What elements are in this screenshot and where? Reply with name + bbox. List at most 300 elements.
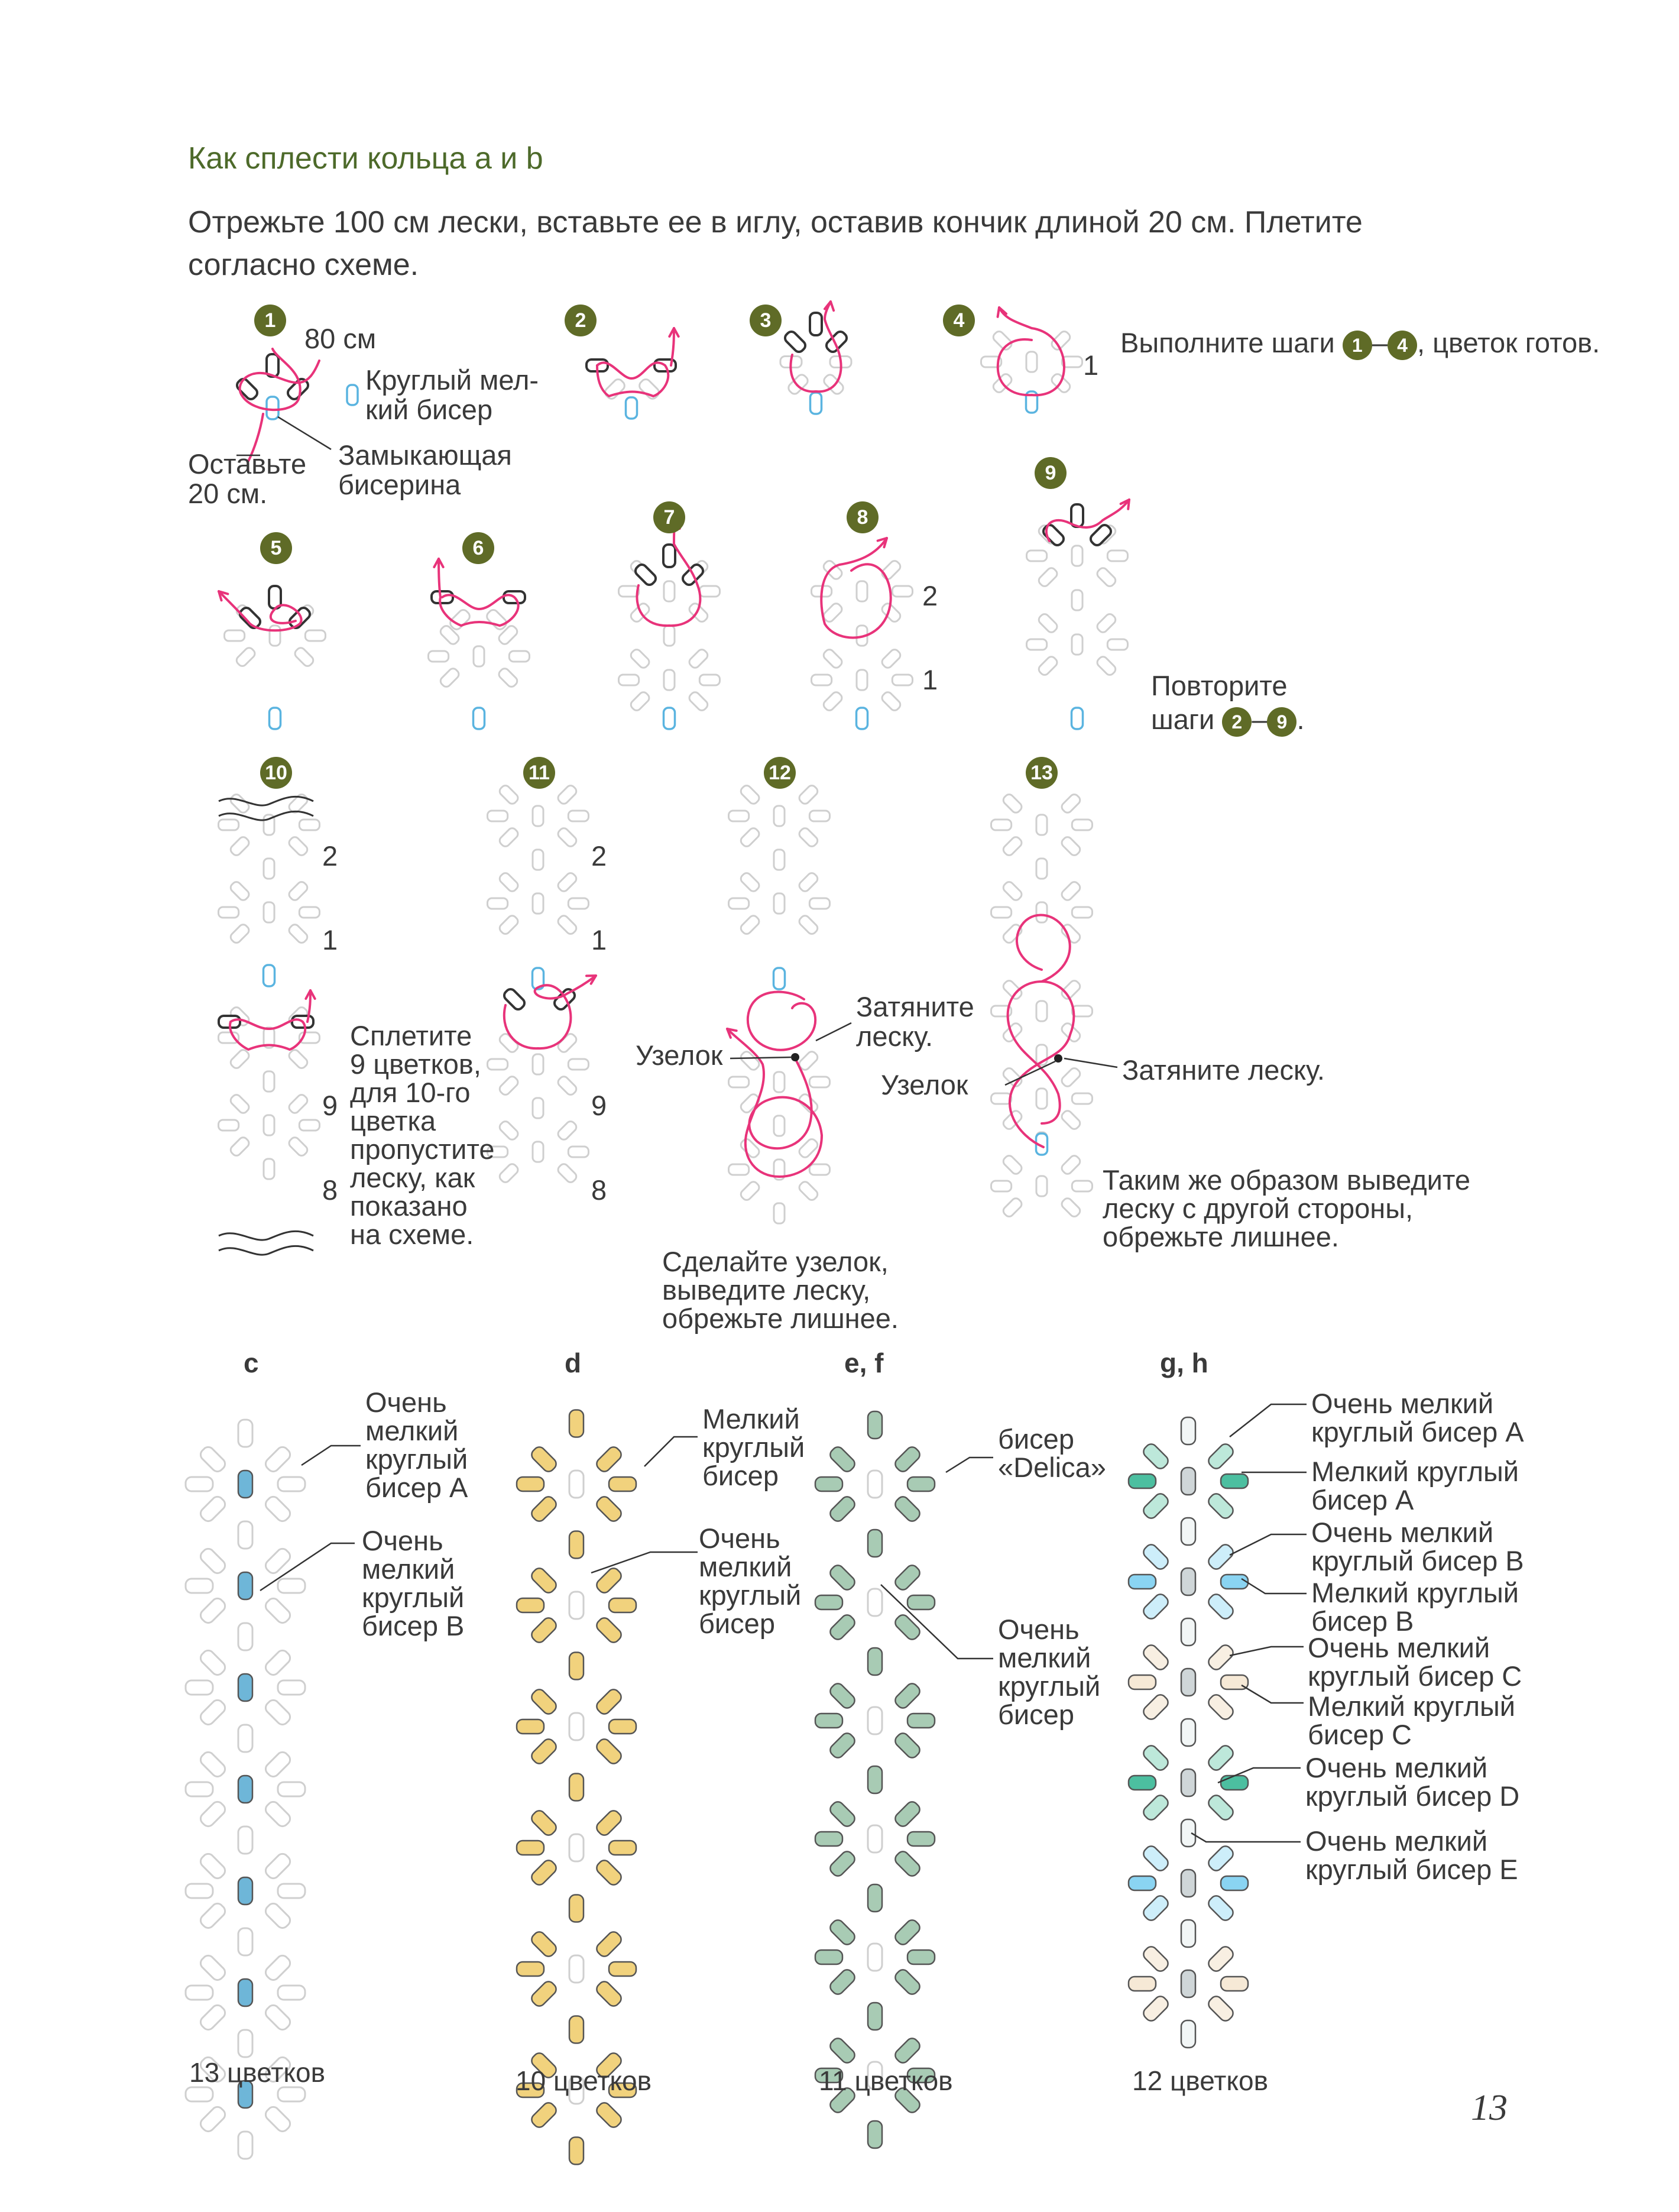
bead-diag-f2: [263, 1648, 292, 1677]
bead-link: [238, 2132, 252, 2159]
bead: [637, 377, 661, 401]
bead-link: [1181, 1417, 1195, 1445]
bead-link: [569, 1410, 584, 1437]
step4-note: [1120, 328, 1600, 360]
bead: [1041, 523, 1065, 547]
bead-side: [509, 651, 529, 662]
bead-diag-f4: [1141, 1844, 1170, 1873]
bead-link: [238, 1420, 252, 1447]
bead-side: [219, 1120, 239, 1131]
bead-diag-f4: [594, 1979, 623, 2008]
bead-link: [238, 2030, 252, 2057]
step13-bottom-note: Таким же образом выведите леску с другой стороны, обрежьте лишнее.: [1103, 1164, 1471, 1252]
bead-diag: [1001, 1022, 1023, 1044]
bead-diag-f2: [594, 1737, 623, 1766]
bead-side-f2: [1129, 1675, 1156, 1689]
bead-diag-f5: [198, 1953, 227, 1982]
step4-from-badge: 1: [1343, 331, 1372, 360]
bead: [1072, 708, 1083, 729]
bead-link: [533, 850, 543, 870]
bead-side-f4: [815, 1950, 842, 1964]
bead-diag: [1060, 880, 1082, 902]
bead-diag: [229, 1048, 251, 1070]
bead-diag-f0: [529, 1494, 558, 1523]
bead-link: [868, 1530, 882, 1557]
bead-side: [568, 1147, 588, 1157]
bead-diag: [293, 646, 315, 668]
bead-diag-f1: [594, 1615, 623, 1644]
bead-diag-f4: [263, 1851, 292, 1880]
leader-line: [644, 1437, 698, 1466]
bead-diag-f0: [1206, 1491, 1235, 1520]
bead: [810, 313, 822, 335]
bead-side-f1: [907, 1595, 935, 1609]
leader-line: [278, 417, 331, 449]
bead-diag-f1: [263, 1596, 292, 1625]
bead-diag-f1: [893, 1563, 922, 1592]
bead-side: [429, 651, 449, 662]
bead-diag-f1: [828, 1612, 857, 1641]
bead-diag: [498, 783, 520, 805]
bead-diag: [1037, 655, 1059, 677]
c-note-a: Очень мелкий круглый бисер A: [365, 1387, 468, 1503]
bead-center: [1036, 902, 1047, 922]
bead-side-f3: [1221, 1776, 1248, 1790]
bead-diag-f2: [263, 1698, 292, 1727]
bead-side: [991, 1093, 1012, 1104]
bead-link: [238, 1725, 252, 1752]
row-number-2-step8: 2: [922, 580, 938, 611]
gh-count: 12 цветков: [1132, 2065, 1268, 2096]
bead-diag-f0: [594, 1494, 623, 1523]
bead-side: [488, 898, 508, 909]
bead-center-f2: [868, 1707, 882, 1734]
bead-diag: [556, 783, 578, 805]
leader-line: [1230, 1404, 1307, 1437]
bead-diag: [556, 914, 578, 936]
bead-side: [1027, 639, 1047, 650]
bead-diag: [629, 647, 651, 669]
bead-side-f5: [1221, 1977, 1248, 1991]
bead-diag: [498, 914, 520, 936]
bead-side-f2: [815, 1714, 842, 1728]
bead-center: [264, 902, 274, 922]
row-number-1-step8: 1: [922, 664, 938, 695]
bead-diag: [739, 1050, 761, 1071]
bead-diag-f2: [198, 1698, 227, 1727]
bead-diag-f2: [1206, 1692, 1235, 1721]
bead-center: [1036, 815, 1047, 835]
bead-diag: [498, 1075, 520, 1097]
bead-diag-f5: [198, 2003, 227, 2032]
c-note-b: Очень мелкий круглый бисер B: [362, 1525, 465, 1641]
bead: [633, 562, 657, 587]
d-count: 10 цветков: [516, 2065, 651, 2096]
bead-side: [729, 1164, 749, 1175]
intro-text: Отрежьте 100 см лески, вставьте ее в иглу, оставив кончик длиной 20 см. Плетите согласно схеме.: [188, 205, 1363, 282]
bead-center: [857, 581, 867, 601]
bead-link: [1181, 1920, 1195, 1947]
bead-link: [569, 2016, 584, 2043]
bead-link: [868, 1648, 882, 1675]
bead-diag: [629, 691, 651, 712]
bead-side-f1: [517, 1598, 544, 1612]
bead-diag-f0: [893, 1445, 922, 1473]
page-number: 13: [1471, 2088, 1508, 2128]
row-number-1-step11: 1: [591, 924, 607, 956]
bead-link: [238, 1826, 252, 1854]
bead-side: [809, 811, 829, 821]
row-number-1-step10: 1: [322, 924, 338, 956]
step-badge-11: 11: [523, 757, 555, 789]
row-number-9-step11: 9: [591, 1090, 607, 1121]
bead-diag-f0: [263, 1494, 292, 1523]
leader-line: [816, 1023, 851, 1041]
bead-side: [305, 630, 325, 641]
bead-diag: [1060, 1109, 1082, 1131]
bead-diag-f3: [1141, 1743, 1170, 1772]
knot-dot: [791, 1053, 799, 1061]
step-badge-8: 8: [847, 501, 879, 533]
bead-diag: [798, 1093, 819, 1115]
bead-diag: [1001, 1197, 1023, 1219]
bead-center: [1072, 634, 1082, 655]
bead-diag-f0: [893, 1494, 922, 1523]
bead-diag: [798, 871, 819, 893]
bead: [663, 545, 675, 567]
bead-side-f2: [278, 1680, 305, 1695]
d-note-b: Очень мелкий круглый бисер: [699, 1523, 802, 1639]
bead-diag-f4: [198, 1851, 227, 1880]
bead-diag-f0: [1141, 1491, 1170, 1520]
bead-side-f0: [278, 1477, 305, 1491]
bead-diag: [1001, 792, 1023, 814]
bead-diag-f4: [1206, 1893, 1235, 1922]
bead-diag-f5: [1206, 1994, 1235, 2023]
gh-note-a-medium: Мелкий круглый бисер A: [1311, 1456, 1519, 1515]
bead-diag-f4: [198, 1901, 227, 1930]
step4-text-b: , цветок готов.: [1417, 327, 1600, 358]
bead-diag-f3: [594, 1858, 623, 1887]
step9-sep: –: [1252, 704, 1268, 735]
bead-diag: [229, 792, 251, 814]
bead-diag: [229, 923, 251, 945]
leader-line: [730, 1057, 792, 1058]
bead-diag: [880, 647, 902, 669]
bead-link: [868, 1766, 882, 1793]
bead-side-f4: [186, 1884, 213, 1898]
step1-leave-label: Оставьте 20 см.: [188, 448, 307, 509]
bead-link: [238, 1521, 252, 1549]
bead-diag: [739, 827, 761, 848]
step-badge-10: 10: [260, 757, 292, 789]
step1-closing-label: Замыкающая бисерина: [338, 439, 512, 500]
row-number-8-step10: 8: [322, 1174, 338, 1206]
bead-diag-f5: [263, 1953, 292, 1982]
bead-diag-f3: [1206, 1743, 1235, 1772]
bead-diag-f0: [263, 1445, 292, 1473]
bead: [626, 397, 637, 419]
bead-diag-f3: [893, 1849, 922, 1878]
bead-center: [1072, 546, 1082, 566]
step-badge-7: 7: [653, 501, 685, 533]
step-badge-1: 1: [254, 305, 286, 336]
bead-diag: [1001, 1154, 1023, 1175]
bead-diag: [1095, 655, 1117, 677]
bead: [485, 608, 508, 631]
bead-diag-f2: [529, 1737, 558, 1766]
bead-link: [264, 1071, 274, 1092]
bead-link: [1181, 1618, 1195, 1646]
bead-diag-f0: [828, 1494, 857, 1523]
d-note-a: Мелкий круглый бисер: [702, 1403, 805, 1491]
step4-sep: –: [1372, 327, 1388, 358]
bead-link: [569, 1653, 584, 1680]
bead-diag-f4: [893, 1967, 922, 1996]
bead-link: [1181, 1518, 1195, 1545]
bead-side-f1: [609, 1598, 636, 1612]
bead-side-f0: [907, 1477, 935, 1491]
bead-side-f5: [1129, 1977, 1156, 1991]
bead-link: [264, 1159, 274, 1179]
bead-diag-f1: [198, 1596, 227, 1625]
bead-diag-f3: [1206, 1793, 1235, 1822]
bead-diag: [1060, 1197, 1082, 1219]
bead-side-f2: [907, 1714, 935, 1728]
bead-link: [774, 1116, 785, 1136]
bead-diag-f2: [828, 1731, 857, 1760]
bead-diag: [556, 1075, 578, 1097]
bead-side-f0: [609, 1477, 636, 1491]
bead-side-f2: [517, 1719, 544, 1734]
knot-dot: [1054, 1054, 1062, 1063]
gh-note-d-small: Очень мелкий круглый бисер D: [1305, 1752, 1520, 1812]
bead-center-f0: [569, 1471, 584, 1498]
bead-diag-f2: [594, 1687, 623, 1716]
step1-bead-label: Круглый мел- кий бисер: [365, 364, 539, 425]
bead-center-f4: [868, 1944, 882, 1971]
bead-diag: [1001, 880, 1023, 902]
bead-link: [238, 1928, 252, 1955]
bead-link: [774, 1203, 785, 1223]
bead-side: [299, 907, 319, 918]
bead-center: [664, 670, 675, 690]
bead-side: [219, 907, 239, 918]
bead-diag: [1037, 566, 1059, 588]
bead-link: [664, 626, 675, 646]
bead-side: [809, 1164, 829, 1175]
bead-diag: [287, 835, 309, 857]
bead-side: [892, 586, 912, 597]
bead-diag-f0: [1206, 1442, 1235, 1471]
break-wave: [219, 1246, 313, 1255]
bead-link: [1181, 2020, 1195, 2048]
bead: [238, 605, 262, 630]
step13-knot-label: Узелок: [881, 1069, 968, 1100]
bead-diag: [739, 1180, 761, 1202]
bead-diag-f4: [1141, 1893, 1170, 1922]
bead-center-f1: [238, 1572, 252, 1599]
gh-note-e-small: Очень мелкий круглый бисер E: [1305, 1825, 1518, 1885]
bead-diag-f3: [1141, 1793, 1170, 1822]
bead-diag: [880, 691, 902, 712]
leader-line: [1191, 1833, 1301, 1842]
step-badge-3: 3: [750, 305, 782, 336]
bead-link: [868, 1411, 882, 1439]
bead-diag-f4: [828, 1967, 857, 1996]
step12-tighten-label: Затяните леску.: [856, 991, 974, 1052]
bead-diag: [1037, 612, 1059, 634]
bead-side: [225, 630, 245, 641]
gh-note-a-small: Очень мелкий круглый бисер A: [1311, 1388, 1524, 1447]
bead-side-f1: [1129, 1575, 1156, 1589]
bead-side-f0: [1129, 1474, 1156, 1488]
bead-side: [1072, 1006, 1092, 1016]
bead-side-f0: [186, 1477, 213, 1491]
bead-side: [1072, 1093, 1092, 1104]
bead-center-f1: [1181, 1568, 1195, 1595]
bead-side-f1: [1221, 1575, 1248, 1589]
bead: [264, 965, 275, 986]
bead-center: [533, 1054, 543, 1074]
bead: [270, 708, 281, 729]
bead: [664, 708, 675, 729]
leader-line: [1064, 1058, 1117, 1067]
bead-center-f2: [569, 1713, 584, 1740]
bead-side-f6: [278, 2087, 305, 2101]
bead-diag: [287, 880, 309, 902]
step4-text-a: Выполните шаги: [1120, 327, 1335, 358]
bead-diag-f5: [893, 2036, 922, 2065]
bead-diag-f3: [198, 1799, 227, 1828]
bead-diag: [739, 871, 761, 893]
column-label-gh: g, h: [1160, 1348, 1208, 1378]
bead-diag-f1: [529, 1615, 558, 1644]
bead-side: [991, 907, 1012, 918]
bead-center-f2: [238, 1674, 252, 1701]
bead-diag: [688, 647, 709, 669]
bead-side-f3: [815, 1832, 842, 1846]
ef-count: 11 цветков: [819, 2065, 953, 2096]
thread-step1: [240, 349, 319, 410]
bead-side-f2: [186, 1680, 213, 1695]
step9-end: .: [1296, 704, 1305, 735]
bead-diag-f1: [1141, 1592, 1170, 1621]
bead-diag-f5: [1206, 1944, 1235, 1973]
bead-center: [1036, 1176, 1047, 1196]
bead: [857, 708, 868, 729]
bead-side-f3: [609, 1841, 636, 1855]
bead-side: [729, 1077, 749, 1087]
bead-diag: [822, 647, 844, 669]
step9-to-badge: 9: [1267, 707, 1296, 737]
bead-diag-f5: [263, 2003, 292, 2032]
leader-line: [1242, 1579, 1307, 1594]
bead-center-f1: [868, 1589, 882, 1616]
bead-side-f4: [907, 1950, 935, 1964]
step-badge-12: 12: [764, 757, 796, 789]
bead-diag-f3: [828, 1849, 857, 1878]
bead-diag-f1: [828, 1563, 857, 1592]
bead-center: [533, 806, 543, 826]
bead: [474, 708, 485, 729]
bead-side: [1072, 907, 1092, 918]
bead: [811, 393, 822, 414]
bead-diag-f0: [1141, 1442, 1170, 1471]
bead-center-f1: [569, 1592, 584, 1619]
bead-center: [270, 626, 280, 646]
bead-link: [569, 1895, 584, 1922]
bead-diag: [556, 1119, 578, 1141]
gh-note-b-medium: Мелкий круглый бисер B: [1311, 1577, 1519, 1637]
bead-diag-f3: [529, 1808, 558, 1837]
bead-center: [533, 1142, 543, 1162]
bead-side-f0: [517, 1477, 544, 1491]
bead-side-f0: [815, 1477, 842, 1491]
bead-diag: [739, 783, 761, 805]
bead-diag: [229, 880, 251, 902]
bead-diag-f5: [1141, 1944, 1170, 1973]
row-number-2-step10: 2: [322, 840, 338, 872]
thread: [1017, 915, 1070, 982]
bead-link: [569, 1774, 584, 1801]
bead: [603, 377, 627, 401]
bead-side-f0: [1221, 1474, 1248, 1488]
bead-center: [857, 670, 867, 690]
bead-diag-f1: [893, 1612, 922, 1641]
bead-diag-f2: [893, 1731, 922, 1760]
bead-side-f4: [278, 1884, 305, 1898]
bead-side: [699, 586, 719, 597]
bead-side-f6: [186, 2087, 213, 2101]
bead-legend: [347, 385, 358, 405]
bead-side: [729, 811, 749, 821]
bead-diag: [1095, 612, 1117, 634]
bead-diag: [1060, 1154, 1082, 1175]
bead-diag-f1: [1206, 1542, 1235, 1571]
step10-note: Сплетите 9 цветков, для 10-го цветка пропустите леску, как показано на схеме.: [350, 1020, 495, 1250]
bead-center-f3: [1181, 1769, 1195, 1796]
bead-diag: [556, 827, 578, 848]
bead-diag-f2: [529, 1687, 558, 1716]
bead-side-f5: [278, 1986, 305, 2000]
bead-side: [568, 1059, 588, 1070]
bead-side-f1: [186, 1579, 213, 1593]
bead-link: [1181, 1819, 1195, 1847]
step-badge-6: 6: [462, 532, 494, 564]
gh-note-c-small: Очень мелкий круглый бисер C: [1308, 1632, 1522, 1692]
bead-diag-f0: [594, 1445, 623, 1473]
bead-link: [264, 859, 274, 879]
bead-diag: [688, 691, 709, 712]
bead-center-f0: [868, 1471, 882, 1498]
bead-center: [1026, 352, 1037, 372]
bead-side: [809, 1077, 829, 1087]
ef-note-a: бисер «Delica»: [998, 1423, 1106, 1483]
bead-center: [474, 646, 484, 666]
bead-diag: [822, 691, 844, 712]
bead-diag-f3: [263, 1799, 292, 1828]
row-number-1: 1: [1083, 349, 1099, 381]
bead-center-f4: [569, 1955, 584, 1983]
bead-diag: [1095, 566, 1117, 588]
step13-tighten-label: Затяните леску.: [1122, 1054, 1325, 1086]
row-number-8-step11: 8: [591, 1174, 607, 1206]
bead-diag: [229, 1136, 251, 1158]
bead-diag-f2: [1141, 1643, 1170, 1672]
bead-diag-f5: [828, 2036, 857, 2065]
bead-side: [299, 820, 319, 830]
